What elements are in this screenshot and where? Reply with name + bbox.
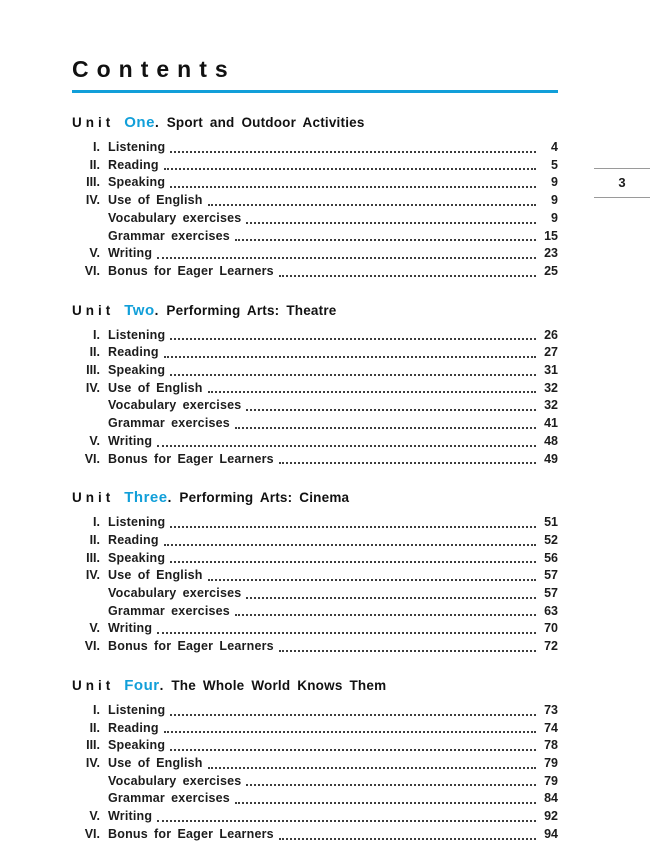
toc-row (72, 228, 558, 246)
toc-row (72, 245, 558, 263)
page-marker (594, 168, 650, 198)
entry-numeral: II. (89, 720, 100, 735)
entry-page: 57 (544, 586, 558, 601)
dot-leader (170, 749, 536, 751)
toc-row (72, 567, 558, 585)
page-marker-line-bottom (594, 197, 650, 198)
unit-section (72, 114, 558, 281)
unit-section (72, 489, 558, 656)
entry-title: Listening (108, 140, 166, 154)
entry-page: 48 (544, 433, 558, 448)
entry-page: 32 (544, 398, 558, 413)
dot-leader (246, 784, 536, 786)
unit-number-dot: . (167, 490, 172, 506)
entry-numeral: III. (86, 738, 100, 753)
unit-number: One (124, 114, 155, 131)
entry-page: 73 (544, 702, 558, 717)
toc-row (72, 514, 558, 532)
toc-row (72, 755, 558, 773)
toc-row (72, 327, 558, 345)
entry-numeral: IV. (85, 755, 100, 770)
entry-title: Speaking (108, 363, 166, 378)
entry-title: Reading (108, 532, 159, 547)
toc-row (72, 826, 558, 844)
entry-title: Bonus for Eager Learners (108, 263, 274, 278)
entry-numeral: I. (93, 140, 100, 154)
toc-row (72, 603, 558, 621)
entry-numeral: IV. (85, 380, 100, 395)
entry-numeral: I. (93, 702, 100, 717)
entry-page: 9 (551, 175, 558, 190)
entry-page: 92 (544, 809, 558, 824)
entry-page: 4 (551, 140, 558, 154)
dot-leader (235, 427, 536, 429)
entry-page: 49 (544, 451, 558, 466)
entry-title: Reading (108, 345, 159, 360)
entry-page: 78 (544, 738, 558, 753)
toc-row (72, 157, 558, 175)
entry-page: 57 (544, 568, 558, 583)
dot-leader (246, 409, 536, 411)
entry-numeral: VI. (84, 639, 100, 654)
entry-numeral: II. (89, 345, 100, 360)
dot-leader (246, 222, 536, 224)
entry-title: Vocabulary exercises (108, 398, 242, 413)
entry-title: Use of English (108, 755, 203, 770)
units-list (72, 114, 558, 844)
unit-heading (72, 302, 558, 319)
toc-row (72, 415, 558, 433)
dot-leader (157, 257, 536, 259)
entry-page: 70 (544, 621, 558, 636)
entry-title: Reading (108, 157, 159, 172)
dot-leader (246, 597, 536, 599)
toc-row (72, 808, 558, 826)
unit-number-dot: . (159, 677, 164, 693)
entry-page: 25 (544, 263, 558, 278)
unit-label: Unit (72, 302, 115, 318)
entry-page: 9 (551, 210, 558, 225)
entry-page: 15 (544, 228, 558, 243)
unit-section (72, 302, 558, 469)
entry-page: 79 (544, 773, 558, 788)
entry-page: 79 (544, 755, 558, 770)
dot-leader (170, 186, 536, 188)
entry-page: 23 (544, 246, 558, 261)
dot-leader (208, 391, 536, 393)
toc-row (72, 737, 558, 755)
page-title: Contents (72, 56, 236, 82)
entry-numeral: VI. (84, 451, 100, 466)
entry-title: Use of English (108, 380, 203, 395)
entry-page: 27 (544, 345, 558, 360)
toc-row (72, 720, 558, 738)
entry-title: Listening (108, 702, 166, 717)
entry-title: Grammar exercises (108, 228, 230, 243)
entry-title: Bonus for Eager Learners (108, 826, 274, 841)
toc-row (72, 210, 558, 228)
entry-page: 51 (544, 515, 558, 530)
toc-row (72, 550, 558, 568)
unit-number: Three (124, 489, 168, 507)
toc-row (72, 139, 558, 157)
entry-title: Bonus for Eager Learners (108, 451, 274, 466)
dot-leader (170, 151, 536, 153)
entry-title: Grammar exercises (108, 416, 230, 431)
entry-numeral: IV. (85, 568, 100, 583)
entry-numeral: V. (89, 809, 100, 824)
entry-numeral: II. (89, 157, 100, 172)
entry-numeral: II. (89, 532, 100, 547)
dot-leader (164, 544, 536, 546)
entry-title: Use of English (108, 193, 203, 208)
unit-title: The Whole World Knows Them (171, 677, 387, 693)
entry-page: 94 (544, 826, 558, 841)
toc-row (72, 192, 558, 210)
dot-leader (170, 374, 536, 376)
toc-row (72, 585, 558, 603)
toc-row (72, 532, 558, 550)
dot-leader (279, 838, 536, 840)
entry-numeral: IV. (85, 193, 100, 208)
dot-leader (164, 731, 536, 733)
unit-heading (72, 489, 558, 506)
dot-leader (279, 650, 536, 652)
unit-number: Two (124, 301, 155, 319)
toc-row (72, 344, 558, 362)
entry-title: Listening (108, 515, 166, 530)
toc-row (72, 174, 558, 192)
page-number: 3 (618, 175, 626, 190)
entry-title: Grammar exercises (108, 791, 230, 806)
unit-title: Sport and Outdoor Activities (166, 115, 365, 130)
dot-leader (235, 614, 536, 616)
entry-title: Grammar exercises (108, 603, 230, 618)
toc-row (72, 790, 558, 808)
toc-row (72, 433, 558, 451)
dot-leader (164, 168, 536, 170)
dot-leader (170, 561, 536, 563)
unit-label: Unit (72, 490, 115, 506)
unit-label: Unit (72, 677, 115, 693)
entry-page: 26 (544, 327, 558, 342)
unit-title: Performing Arts: Theatre (166, 302, 337, 318)
unit-number-dot: . (154, 115, 159, 130)
entry-page: 84 (544, 791, 558, 806)
dot-leader (235, 802, 536, 804)
entry-page: 52 (544, 532, 558, 547)
dot-leader (157, 632, 536, 634)
entry-title: Listening (108, 327, 166, 342)
toc-row (72, 263, 558, 281)
toc-row (72, 702, 558, 720)
unit-number-dot: . (154, 302, 159, 318)
entry-title: Writing (108, 433, 153, 448)
entry-page: 32 (544, 380, 558, 395)
entry-page: 56 (544, 550, 558, 565)
unit-label: Unit (72, 115, 115, 130)
dot-leader (164, 356, 536, 358)
entry-title: Speaking (108, 738, 166, 753)
entry-numeral: I. (93, 327, 100, 342)
unit-number: Four (124, 676, 160, 694)
dot-leader (235, 239, 536, 241)
unit-heading (72, 677, 558, 694)
dot-leader (208, 204, 536, 206)
entry-numeral: III. (86, 550, 100, 565)
entry-numeral: III. (86, 175, 100, 190)
dot-leader (208, 579, 536, 581)
dot-leader (279, 462, 536, 464)
entry-page: 41 (544, 416, 558, 431)
entry-title: Bonus for Eager Learners (108, 639, 274, 654)
entry-title: Vocabulary exercises (108, 210, 242, 225)
entry-page: 9 (551, 193, 558, 208)
entry-page: 5 (551, 157, 558, 172)
entry-title: Writing (108, 809, 153, 824)
entry-page: 72 (544, 639, 558, 654)
entry-page: 31 (544, 363, 558, 378)
entry-page: 74 (544, 720, 558, 735)
entry-numeral: VI. (84, 263, 100, 278)
entry-numeral: V. (89, 433, 100, 448)
entry-numeral: V. (89, 621, 100, 636)
entry-title: Reading (108, 720, 159, 735)
dot-leader (170, 526, 536, 528)
toc-row (72, 451, 558, 469)
entry-numeral: VI. (84, 826, 100, 841)
entry-numeral: III. (86, 363, 100, 378)
unit-section (72, 677, 558, 844)
dot-leader (170, 714, 536, 716)
dot-leader (208, 767, 536, 769)
toc-row (72, 638, 558, 656)
entry-title: Writing (108, 621, 153, 636)
toc-row (72, 773, 558, 791)
entry-page: 63 (544, 603, 558, 618)
entry-numeral: I. (93, 515, 100, 530)
dot-leader (170, 338, 536, 340)
entry-title: Vocabulary exercises (108, 773, 242, 788)
toc-row (72, 620, 558, 638)
entry-title: Vocabulary exercises (108, 586, 242, 601)
entry-title: Writing (108, 246, 153, 261)
toc-row (72, 397, 558, 415)
unit-title: Performing Arts: Cinema (179, 490, 350, 506)
entry-title: Speaking (108, 550, 166, 565)
dot-leader (279, 275, 536, 277)
entry-title: Use of English (108, 568, 203, 583)
entry-numeral: V. (89, 246, 100, 261)
entry-title: Speaking (108, 175, 166, 190)
unit-heading (72, 114, 558, 131)
toc-row (72, 380, 558, 398)
toc-row (72, 362, 558, 380)
dot-leader (157, 445, 536, 447)
title-rule (72, 90, 558, 93)
dot-leader (157, 820, 536, 822)
